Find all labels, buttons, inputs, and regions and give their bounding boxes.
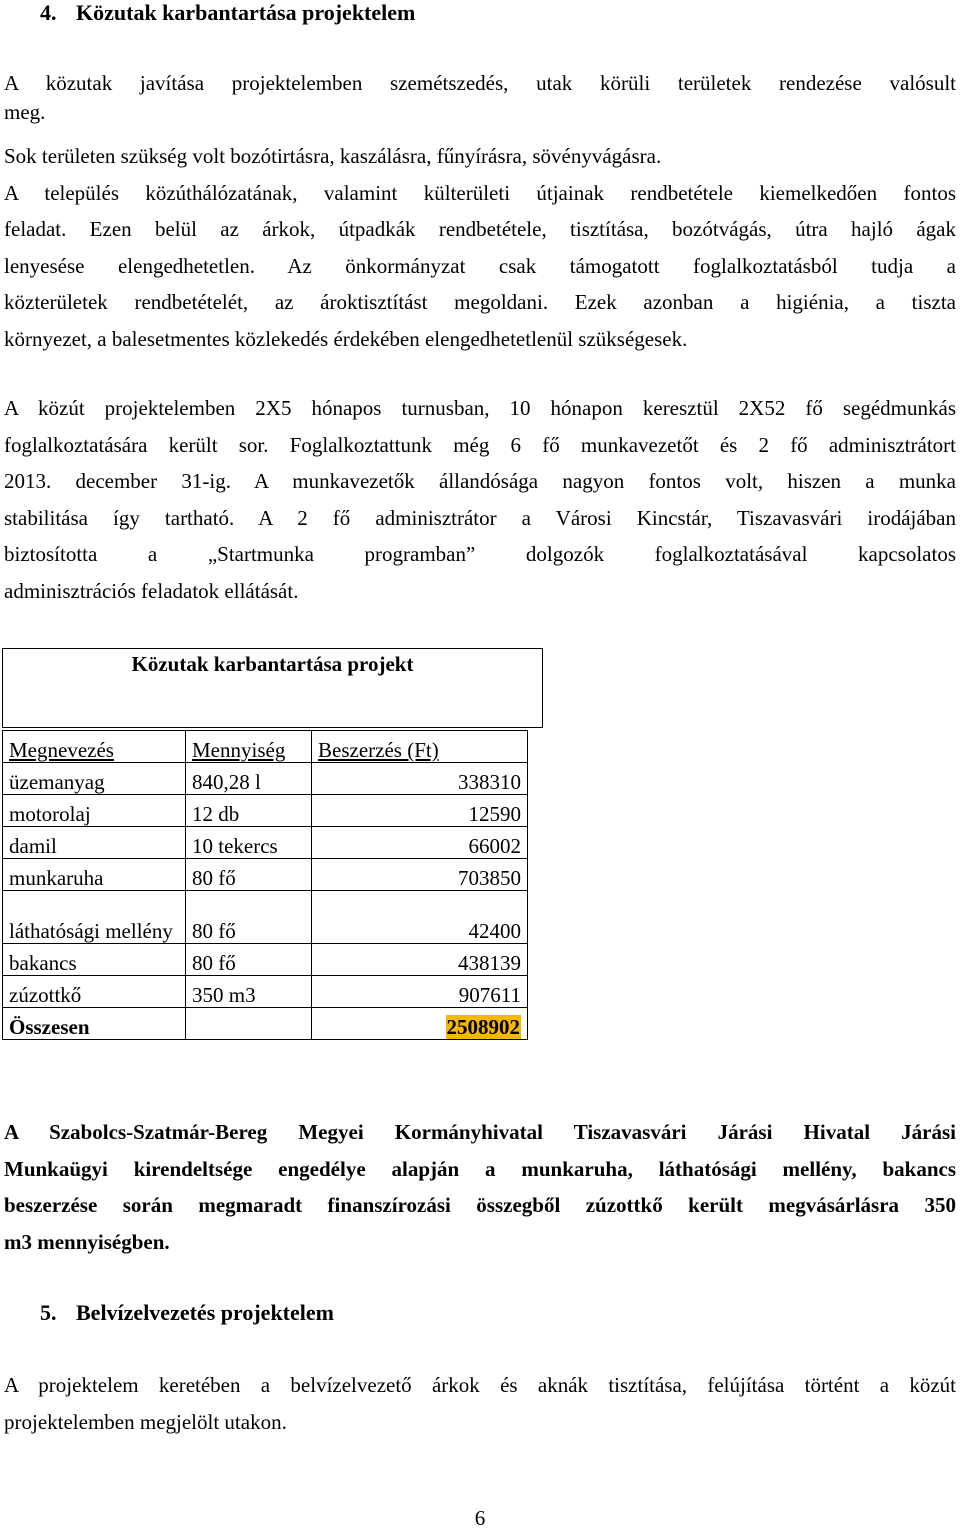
paragraph-drainage: [4, 1367, 956, 1440]
cell-quantity: 840,28 l: [186, 763, 312, 795]
cell-name: bakancs: [3, 944, 186, 976]
paragraph-intro: [4, 65, 956, 130]
cell-cost: 66002: [312, 827, 528, 859]
paragraph-roads: [4, 138, 956, 357]
cell-name: motorolaj: [3, 795, 186, 827]
cell-name: üzemanyag: [3, 763, 186, 795]
text-line: A közút projektelemben 2X5 hónapos turnusban, 10 hónapon keresztül 2X52 fő segédmunkás: [4, 396, 956, 420]
table-row: [3, 944, 528, 976]
cell-cost: 12590: [312, 795, 528, 827]
table-row: [3, 891, 528, 944]
text-line: környezet, a balesetmentes közlekedés érdekében elengedhetetlenül szükségesek.: [4, 326, 688, 351]
text-line: stabilitása így tartható. A 2 fő adminisztrátor a Városi Kincstár, Tiszavasvári irodájában: [4, 505, 956, 530]
text-line: projektelemben megjelölt utakon.: [4, 1409, 287, 1434]
cell-cost: 438139: [312, 944, 528, 976]
table-title: Közutak karbantartása projekt: [131, 652, 414, 676]
cell-quantity: 80 fő: [186, 859, 312, 891]
cell-quantity: 12 db: [186, 795, 312, 827]
cell-name: láthatósági mellény: [3, 891, 186, 944]
text-line: Sok területen szükség volt bozótirtásra, kaszálásra, fűnyírásra, sövényvágásra.: [4, 144, 662, 168]
text-line: foglalkoztatására került sor. Foglalkoztattunk még 6 fő munkavezetőt és 2 fő adminisztrátort: [4, 432, 956, 457]
section-5-number: 5.: [40, 1300, 57, 1325]
text-line: feladat. Ezen belül az árkok, útpadkák rendbetétele, tisztítása, bozótvágás, útra hajló ágak: [4, 217, 956, 241]
cell-name: munkaruha: [3, 859, 186, 891]
table-row: [3, 763, 528, 795]
total-label: Összesen: [3, 1008, 186, 1040]
total-value-cell: [312, 1008, 528, 1040]
section-5-title: Belvízelvezetés projektelem: [76, 1300, 334, 1325]
text-line: meg.: [4, 99, 46, 124]
header-quantity: Mennyiség: [186, 731, 312, 763]
cell-name: damil: [3, 827, 186, 859]
total-value: 2508902: [446, 1015, 520, 1039]
cell-name: zúzottkő: [3, 976, 186, 1008]
cell-quantity: 80 fő: [186, 944, 312, 976]
table-total-row: [3, 1008, 528, 1040]
text-line: beszerzése során megmaradt finanszírozási összegből zúzottkő került megvásárlásra 350: [4, 1193, 956, 1217]
cell-quantity: 10 tekercs: [186, 827, 312, 859]
paragraph-approval: [4, 1114, 956, 1260]
text-line: 2013. december 31-ig. A munkavezetők állandósága nagyon fontos volt, hiszen a munka: [4, 469, 956, 493]
table-header-row: [3, 731, 528, 763]
section-4-number: 4.: [40, 0, 57, 25]
text-line: A projektelem keretében a belvízelvezető árkok és aknák tisztítása, felújítása történt a közút: [4, 1373, 956, 1397]
section-4-heading: [40, 0, 415, 26]
header-cost: Beszerzés (Ft): [312, 731, 528, 763]
cell-cost: 338310: [312, 763, 528, 795]
cell-cost: 42400: [312, 891, 528, 944]
text-line: m3 mennyiségben.: [4, 1229, 170, 1254]
cell-quantity: 350 m3: [186, 976, 312, 1008]
section-5-heading: [40, 1300, 334, 1326]
text-line: adminisztrációs feladatok ellátását.: [4, 578, 299, 603]
cell-quantity: 80 fő: [186, 891, 312, 944]
section-4-title: Közutak karbantartása projektelem: [76, 0, 416, 25]
text-line: A közutak javítása projektelemben szemétszedés, utak körüli területek rendezése valósult: [4, 71, 956, 95]
table-row: [3, 859, 528, 891]
text-line: A Szabolcs-Szatmár-Bereg Megyei Kormányhivatal Tiszavasvári Járási Hivatal Járási: [4, 1120, 956, 1144]
procurement-table: [2, 730, 528, 1040]
cell-cost: 703850: [312, 859, 528, 891]
paragraph-workers: [4, 390, 956, 609]
table-row: [3, 976, 528, 1008]
table-row: [3, 795, 528, 827]
text-line: biztosította a „Startmunka programban” dolgozók foglalkoztatásával kapcsolatos: [4, 542, 956, 566]
table-row: [3, 827, 528, 859]
text-line: lenyesése elengedhetetlen. Az önkormányzat csak támogatott foglalkoztatásból tudja a: [4, 253, 956, 278]
total-empty-cell: [186, 1008, 312, 1040]
header-name: Megnevezés: [3, 731, 186, 763]
text-line: A település közúthálózatának, valamint külterületi útjainak rendbetétele kiemelkedően fontos: [4, 180, 956, 205]
page-number: 6: [474, 1506, 486, 1530]
text-line: közterületek rendbetételét, az ároktisztítást megoldani. Ezek azonban a higiénia, a tiszta: [4, 290, 956, 314]
text-line: Munkaügyi kirendeltsége engedélye alapján a munkaruha, láthatósági mellény, bakancs: [4, 1156, 956, 1181]
cell-cost: 907611: [312, 976, 528, 1008]
